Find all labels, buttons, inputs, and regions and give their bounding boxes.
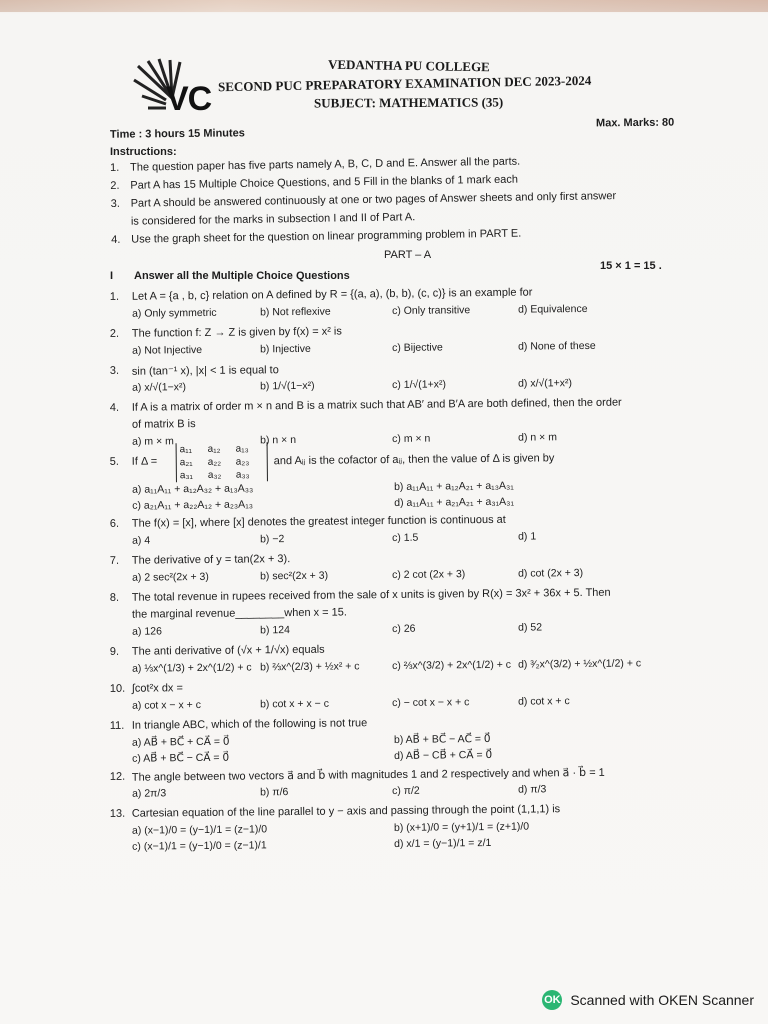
answer-option: b) 1/√(1−x²) [259,379,315,393]
question-item [110,359,670,402]
question-item [110,802,671,859]
question-text: Let A = {a , b, c} relation on A defined by R = {(a, a), (b, b), (c, c)} is an example for [131,286,533,303]
question-item [110,640,670,683]
question-text-cont: the marginal revenue________when x = 15. [131,606,347,621]
answer-option: d) 52 [518,621,543,634]
question-item [110,322,670,365]
answer-option: c) Bijective [391,341,443,354]
answer-option: a) a₁₁A₁₁ + a₁₂A₃₂ + a₁₃A₃₃ [131,482,254,496]
answer-option: a) 2π/3 [131,787,167,800]
answer-option: c) AB⃗ + BC⃗ − CA⃗ = 0⃗ [132,751,230,765]
matrix-row [180,455,264,469]
answer-option: a) 4 [131,534,151,547]
answer-option: a) cot x − x + c [131,698,201,712]
question-text: In triangle ABC, which of the following is not true [131,717,368,732]
part-heading: PART – A [384,249,432,261]
answer-option: d) Equivalence [517,302,588,316]
section-roman: I [110,270,114,282]
answer-option: b) ⅔x^(2/3) + ½x² + c [259,660,360,674]
matrix-cell: a₁₁ [179,444,192,456]
answer-option: d) None of these [517,339,596,353]
instruction-item: 4. Use the graph sheet for the question on linear programming problem in PART E. [111,227,522,246]
exam-time: Time : 3 hours 15 Minutes [109,127,245,141]
answer-option: a) 126 [132,625,162,638]
question-number: 6. [109,517,120,530]
answer-option: d) cot (2x + 3) [517,566,584,580]
question-text: If A is a matrix of order m × n and B is a matrix such that AB′ and B′A are both defined, then the order [131,396,622,414]
answer-option: c) 2 cot (2x + 3) [391,568,466,581]
scanner-text: Scanned with OKEN Scanner [570,992,754,1008]
instruction-item: 3. Part A should be answered continuously at one or two pages of Answer sheets and only first answer [110,190,617,210]
answer-option: b) −2 [259,533,285,546]
answer-option: b) cot x + x − c [259,697,329,711]
answer-option: b) Not reflexive [259,305,331,319]
question-number: 8. [109,591,120,604]
answer-option: d) a₁₁A₁₁ + a₂₁A₂₁ + a₃₁A₃₁ [394,495,515,509]
answer-option: a) m × m [132,435,174,448]
answer-option: b) n × n [260,433,297,447]
matrix-row [180,442,264,456]
answer-option: d) x/√(1+x²) [517,377,573,390]
instruction-item: 1. The question paper has five parts namely A, B, C, D and E. Answer all the parts. [110,155,521,174]
answer-option: b) a₁₁A₁₁ + a₁₂A₂₁ + a₁₃A₃₁ [393,479,514,493]
matrix-cell: a₂₁ [179,457,193,469]
instruction-item: 2. Part A has 15 Multiple Choice Questions, and 5 Fill in the blanks of 1 mark each [110,173,519,192]
answer-option: a) x/√(1−x²) [131,381,187,394]
question-number: 3. [109,364,120,377]
matrix-cell: a₃₁ [179,470,193,482]
answer-option: a) 2 sec²(2x + 3) [131,570,209,584]
question-item [110,586,671,646]
question-item [110,512,670,555]
matrix-cell: a₂₃ [235,456,250,468]
answer-option: b) sec²(2x + 3) [259,569,329,583]
answer-option: d) n × m [518,431,558,444]
question-text-cont: of matrix B is [131,418,196,431]
question-text: sin (tan⁻¹ x), |x| < 1 is equal to [131,364,279,378]
question-number: 13. [109,807,126,820]
college-name: VEDANTHA PU COLLEGE [327,56,490,75]
instructions-list [110,153,701,252]
answer-option: c) (x−1)/1 = (y−1)/0 = (z−1)/1 [132,839,267,853]
answer-option: b) 124 [260,624,290,637]
answer-option: c) π/2 [391,784,420,797]
question-number: 11. [109,719,125,732]
determinant-matrix [176,442,268,482]
matrix-cell: a₃₂ [207,469,222,481]
question-item [110,677,670,720]
matrix-cell: a₁₃ [235,443,249,455]
answer-option: d) 1 [517,530,537,543]
answer-option: c) 1.5 [391,531,419,544]
exam-title: SECOND PUC PREPARATORY EXAMINATION DEC 2023-2024 [217,72,592,95]
max-marks: Max. Marks: 80 [595,116,675,130]
answer-option: a) Not Injective [131,343,203,357]
answer-option: c) m × n [392,432,431,445]
oken-logo-icon: OK [542,990,562,1010]
answer-option: a) (x−1)/0 = (y−1)/1 = (z−1)/0 [131,823,268,837]
question-number: 1. [109,290,120,303]
matrix-row [180,468,264,482]
logo-text: VC [166,80,212,118]
question-number: 4. [109,401,120,414]
question-item [110,549,670,592]
answer-option: b) π/6 [259,786,289,799]
answer-option: d) AB⃗ − CB⃗ + CA⃗ = 0⃗ [394,748,493,762]
question-number: 9. [109,645,120,658]
question-text: The f(x) = [x], where [x] denotes the greatest integer function is continuous at [131,513,506,530]
college-logo [132,58,212,118]
answer-option: c) a₂₁A₁₁ + a₂₂A₁₂ + a₂₃A₁₃ [132,498,254,512]
answer-option: a) ⅓x^(1/3) + 2x^(1/2) + c [131,661,252,675]
question-item [110,285,670,328]
question-text: If Δ = [131,455,158,468]
question-number: 12. [109,770,126,783]
section-title: Answer all the Multiple Choice Questions [134,270,350,282]
question-text: The function f: Z → Z is given by f(x) = x² is [131,325,342,340]
subject-title: SUBJECT: MATHEMATICS (35) [313,94,504,111]
question-text: The total revenue in rupees received from the sale of x units is given by R(x) = 3x² + 36x + 5. Then [131,586,611,604]
question-number: 7. [109,554,120,567]
answer-option: b) Injective [259,342,311,356]
answer-option: c) 26 [392,622,416,635]
answer-option: b) AB⃗ + BC⃗ − AC⃗ = 0⃗ [393,732,491,746]
answer-option: d) ³⁄₂x^(3/2) + ½x^(1/2) + c [517,657,642,671]
question-text-cont: and Aᵢⱼ is the cofactor of aᵢⱼ, then the value of Δ is given by [273,452,555,468]
question-item [110,714,671,771]
question-text: The anti derivative of (√x + 1/√x) equals [131,643,325,658]
answer-option: c) ⅔x^(3/2) + 2x^(1/2) + c [391,658,512,672]
section-marks: 15 × 1 = 15 . [600,260,662,272]
question-text: Cartesian equation of the line parallel to y − axis and passing through the point (1,1,1) is [131,803,561,820]
answer-option: a) AB⃗ + BC⃗ + CA⃗ = 0⃗ [131,735,230,749]
question-item [110,765,670,808]
question-number: 2. [109,327,120,340]
scanner-watermark [542,990,754,1010]
question-number: 10. [109,682,126,695]
question-number: 5. [109,455,120,468]
question-text: The angle between two vectors a⃗ and b⃗ with magnitudes 1 and 2 respectively and when a⃗ · b⃗ = 1 [131,766,605,784]
question-text: ∫cot²x dx = [131,682,183,695]
answer-option: d) cot x + c [517,695,570,708]
answer-option: d) x/1 = (y−1)/1 = z/1 [394,836,492,850]
answer-option: c) 1/√(1+x²) [391,378,447,391]
answer-option: d) π/3 [517,783,547,796]
instructions-label: Instructions: [110,146,177,158]
answer-option: a) Only symmetric [131,306,217,320]
instruction-item: is considered for the marks in subsection I and II of Part A. [130,211,416,228]
matrix-cell: a₂₂ [207,456,222,468]
answer-option: c) Only transitive [391,304,471,317]
answer-option: c) − cot x − x + c [391,696,470,709]
answer-option: b) (x+1)/0 = (y+1)/1 = (z+1)/0 [393,820,530,834]
matrix-cell: a₃₃ [235,469,250,481]
question-item [109,443,671,518]
matrix-cell: a₁₂ [207,443,221,455]
question-text: The derivative of y = tan(2x + 3). [131,553,291,567]
torn-edge [0,0,768,12]
